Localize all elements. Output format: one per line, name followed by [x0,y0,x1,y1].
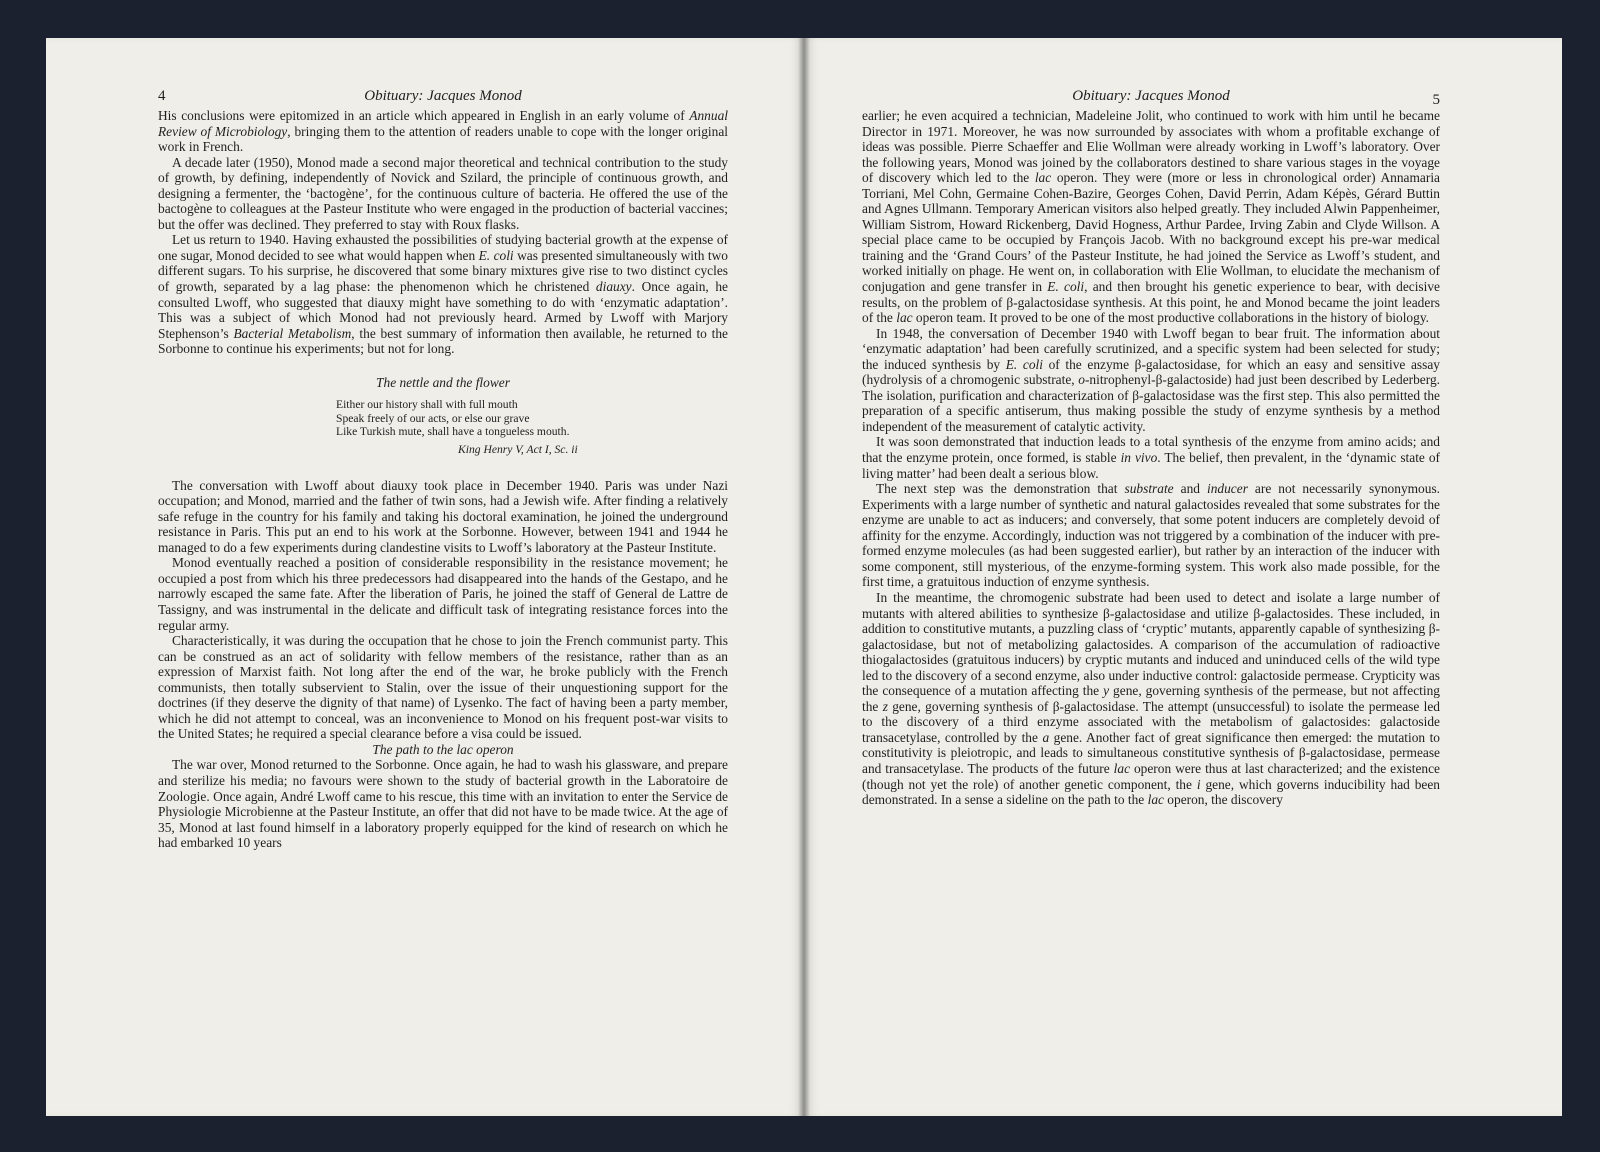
paragraph: A decade later (1950), Monod made a second major theoretical and technical contribution to the study of growth, by defining, independently of Novick and Szilard, the principle of continuous growth, and designing a fermenter, the ‘bactogène’, for the continuous culture of bacteria. He offered the use of the bactogène to colleagues at the Pasteur Institute who were engaged in the production of bacterial vaccines; but the offer was declined. They preferred to stay with Roux flasks. [158,154,728,232]
right-page-body [862,108,1440,808]
document-spread [46,38,1562,1116]
section-heading: The path to the lac operon [372,741,514,757]
running-title: Obituary: Jacques Monod [1072,88,1230,104]
page-number: 5 [1432,92,1440,108]
page-number: 4 [158,88,166,104]
epigraph-line: Like Turkish mute, shall have a tongueless mouth. [336,425,570,439]
paragraph: The war over, Monod returned to the Sorbonne. Once again, he had to wash his glassware, and prepare and sterilize his media; no favours were shown to the study of bacterial growth in the Laboratoire de Zoologie. Once again, André Lwoff came to his rescue, this time with an invitation to enter the Service de Physiologie Microbienne at the Pasteur Institute, an offer that did not have to be made twice. At the age of 35, Monod at last found himself in a laboratory properly equipped for the kind of research on which he had embarked 10 years [158,757,728,851]
paragraph: The next step was the demonstration that substrate and inducer are not necessarily synonymous. Experiments with a large number of synthetic and natural galactosides revealed that some substrates for the enzyme are unable to act as inducers; and conversely, that some potent inducers are completely devoid of affinity for the enzyme. Accordingly, induction was not triggered by a combination of the inducer with pre-formed enzyme molecules (as had been suggested earlier), but rather by an interaction of the inducer with some component, still mysterious, of the enzyme-forming system. This work also made possible, for the first time, a gratuitous induction of enzyme synthesis. [862,481,1440,590]
paragraph: The conversation with Lwoff about diauxy took place in December 1940. Paris was under Nazi occupation; and Monod, married and the father of twin sons, had a Jewish wife. After finding a relatively safe refuge in the country for his family and taking his doctoral examination, he joined the underground resistance in Paris. This put an end to his work at the Sorbonne. However, between 1941 and 1944 he managed to do a few experiments during clandestine visits to Lwoff’s laboratory at the Pasteur Institute. [158,477,728,555]
section-heading: The nettle and the flower [376,374,510,390]
paragraph: It was soon demonstrated that induction leads to a total synthesis of the enzyme from amino acids; and that the enzyme protein, once formed, is stable in vivo. The belief, then prevalent, in the ‘dynamic state of living matter’ had been dealt a serious blow. [862,434,1440,481]
paragraph: His conclusions were epitomized in an article which appeared in English in an early volume of Annual Review of Microbiology, bringing them to the attention of readers unable to cope with the longer original work in French. [158,108,728,155]
running-title: Obituary: Jacques Monod [364,88,522,104]
epigraph-lines [336,398,728,439]
paragraph: In the meantime, the chromogenic substrate had been used to detect and isolate a large number of mutants with altered abilities to synthesize β-galactosidase and utilize β-galactosides. These included, in addition to constitutive mutants, a puzzling class of ‘cryptic’ mutants, apparently capable of synthesizing β-galactosidase, but not of metabolizing galactosides. A comparison of the accumulation of radioactive thiogalactosides (gratuitous inducers) by cryptic mutants and induced and uninduced cells of the wild type led to the discovery of a second enzyme, also under inductive control: galactoside permease. Crypticity was the consequence of a mutation affecting the y gene, governing synthesis of the permease, but not affecting the z gene, governing synthesis of β-galactosidase. The attempt (unsuccessful) to isolate the permease led to the discovery of a third enzyme associated with the metabolism of galactosides: galactoside transacetylase, controlled by the a gene. Another fact of great significance then emerged: the mutation to constitutivity is pleiotropic, and leads to simultaneous constitutive synthesis of β-galactosidase, permease and transacetylase. The products of the future lac operon were thus at last characterized; and the existence (though not yet the role) of another genetic component, the i gene, which governs inducibility had been demonstrated. In a sense a sideline on the path to the lac operon, the discovery [862,589,1440,808]
paragraph: earlier; he even acquired a technician, Madeleine Jolit, who continued to work with him until he became Director in 1971. Moreover, he was now surrounded by associates with whom a profitable exchange of ideas was possible. Pierre Schaeffer and Elie Wollman were already working in Lwoff’s laboratory. Over the following years, Monod was joined by the collaborators destined to share various stages in the voyage of discovery which led to the lac operon. They were (more or less in chronological order) Annamaria Torriani, Mel Cohn, Germaine Cohen-Bazire, Georges Cohen, David Perrin, Adam Képès, Gérard Buttin and Agnes Ullmann. Temporary American visitors also helped greatly. They included Alwin Pappenheimer, William Sistrom, Howard Rickenberg, David Hogness, Arthur Pardee, Irving Zabin and Clyde Willson. A special place came to be occupied by François Jacob. With no background except his pre-war medical training and the ‘Grand Cours’ of the Pasteur Institute, he had joined the Service as Lwoff’s student, and worked initially on phage. He went on, in collaboration with Elie Wollman, to elucidate the mechanism of conjugation and gene transfer in E. coli, and then brought his genetic experience to bear, with decisive results, on the problem of β-galactosidase synthesis. At this point, he and Monod became the joint leaders of the lac operon team. It proved to be one of the most productive collaborations in the history of biology. [862,108,1440,326]
paragraph: In 1948, the conversation of December 1940 with Lwoff began to bear fruit. The information about ‘enzymatic adaptation’ had been carefully scrutinized, and a specific system had been selected for study; the induced synthesis by E. coli of the enzyme β-galactosidase, for which an easy and sensitive assay (hydrolysis of a chromogenic substrate, o-nitrophenyl-β-galactoside) had just been described by Lederberg. The isolation, purification and characterization of β-galactosidase was the first step. This also permitted the preparation of a specific antiserum, thus making possible the study of enzyme synthesis by a method independent of the measurement of catalytic activity. [862,325,1440,434]
epigraph-source: King Henry V, Act I, Sc. ii [458,443,578,457]
paragraph: Let us return to 1940. Having exhausted the possibilities of studying bacterial growth at the expense of one sugar, Monod decided to see what would happen when E. coli was presented simultaneously with two different sugars. To his surprise, he discovered that some binary mixtures give rise to two distinct cycles of growth, separated by a lag phase: the phenomenon which he christened diauxy. Once again, he consulted Lwoff, who suggested that diauxy might have something to do with ‘enzymatic adaptation’. This was a subject of which Monod had not previously heard. Armed by Lwoff with Marjory Stephenson’s Bacterial Metabolism, the best summary of information then available, he returned to the Sorbonne to continue his experiments; but not for long. [158,232,728,357]
left-page [46,38,804,1116]
epigraph-line: Speak freely of our acts, or else our grave [336,411,530,425]
left-page-body [158,108,728,851]
epigraph [158,375,728,458]
epigraph-line: Either our history shall with full mouth [336,398,518,412]
paragraph: Monod eventually reached a position of considerable responsibility in the resistance movement; he occupied a post from which his three predecessors had disappeared into the hands of the Gestapo, and he narrowly escaped the same fate. After the liberation of Paris, he joined the staff of General de Lattre de Tassigny, and was instrumental in the delicate and difficult task of integrating resistance forces into the regular army. [158,555,728,633]
paragraph: Characteristically, it was during the occupation that he chose to join the French communist party. This can be construed as an act of solidarity with fellow members of the resistance, rather than as an expression of Marxist faith. Not long after the end of the war, he broke publicly with the French communists, then totally subservient to Stalin, over the issue of their unquestioning support for the doctrines (if they deserve the dignity of that name) of Lysenko. The fact of having been a party member, which he did not attempt to conceal, was an inconvenience to Monod on his frequent post-war visits to the United States; he required a special clearance before a visa could be issued. [158,633,728,742]
book-gutter [798,38,810,1116]
right-page [804,38,1562,1116]
